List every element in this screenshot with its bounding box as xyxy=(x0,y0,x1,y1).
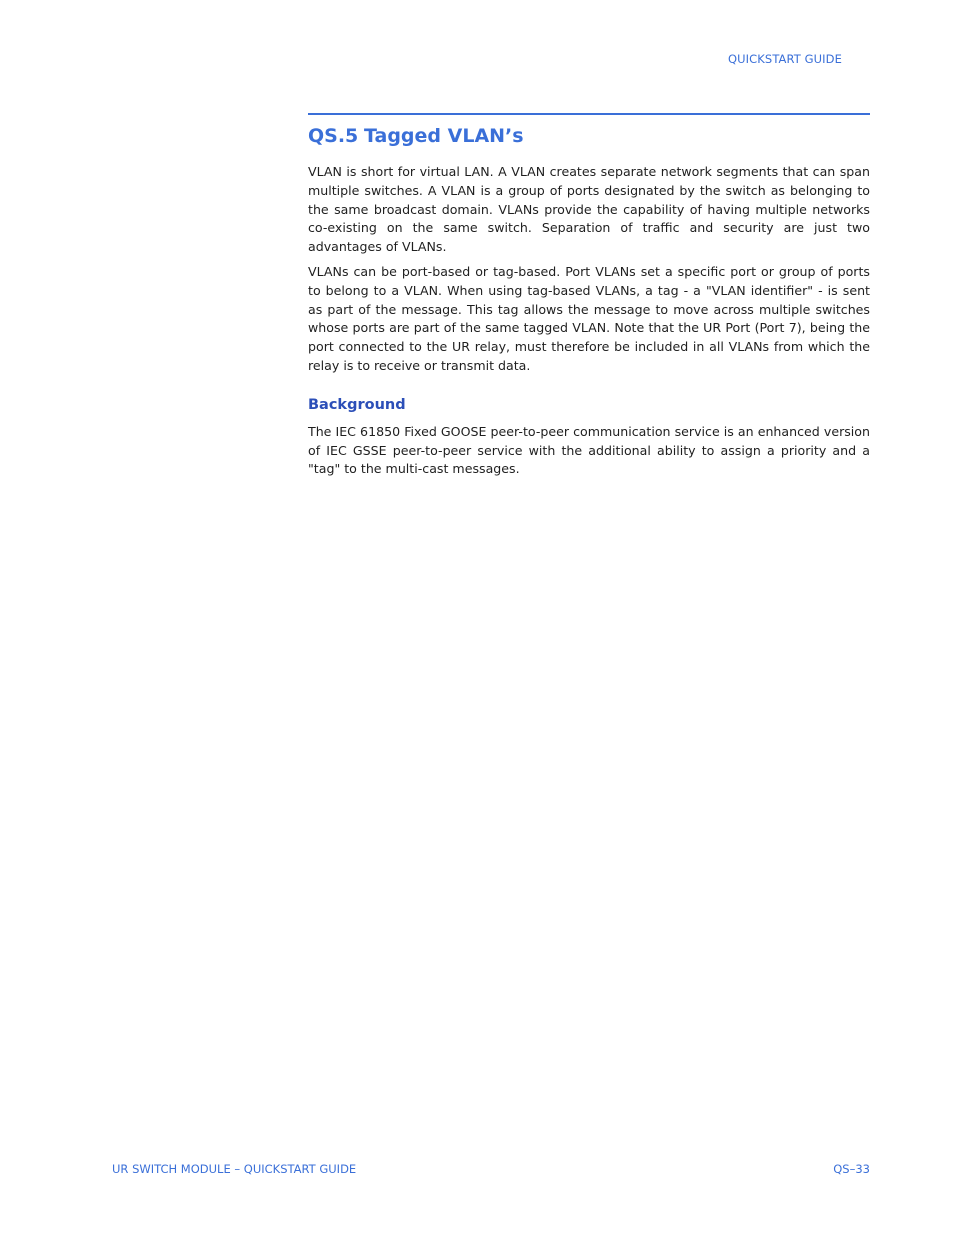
subsection-heading: Background xyxy=(308,396,406,413)
section-title xyxy=(308,123,870,149)
body-paragraph-1: VLAN is short for virtual LAN. A VLAN creates separate network segments that can span multiple switches. A VLAN is a group of ports designated by the switch as belonging to the same broadcast domain. VLANs provide the capability of having multiple networks co-existing on the same switch. Separation of traffic and security are just two advantages of VLANs. xyxy=(308,164,870,255)
section-title-text: Tagged VLAN’s xyxy=(364,125,524,147)
body-paragraph-2: VLANs can be port-based or tag-based. Port VLANs set a specific port or group of ports to belong to a VLAN. When using tag-based VLANs, a tag - a "VLAN identifier" - is sent as part of the message. This tag allows the message to move across multiple switches whose ports are part of the same tagged VLAN. Note that the UR Port (Port 7), being the port connected to the UR relay, must therefore be included in all VLANs from which the relay is to receive or transmit data. xyxy=(308,263,870,373)
body-paragraph-3: The IEC 61850 Fixed GOOSE peer-to-peer communication service is an enhanced version of IEC GSSE peer-to-peer service with the additional ability to assign a priority and a "tag" to the multi-cast messages. xyxy=(308,423,870,477)
main-content xyxy=(308,113,870,479)
footer-document-title: UR SWITCH MODULE – QUICKSTART GUIDE xyxy=(112,1162,357,1176)
footer-page-number: QS–33 xyxy=(833,1162,870,1176)
section-rule xyxy=(308,113,870,115)
running-header: QUICKSTART GUIDE xyxy=(727,52,842,66)
section-number: QS.5 xyxy=(308,125,359,147)
